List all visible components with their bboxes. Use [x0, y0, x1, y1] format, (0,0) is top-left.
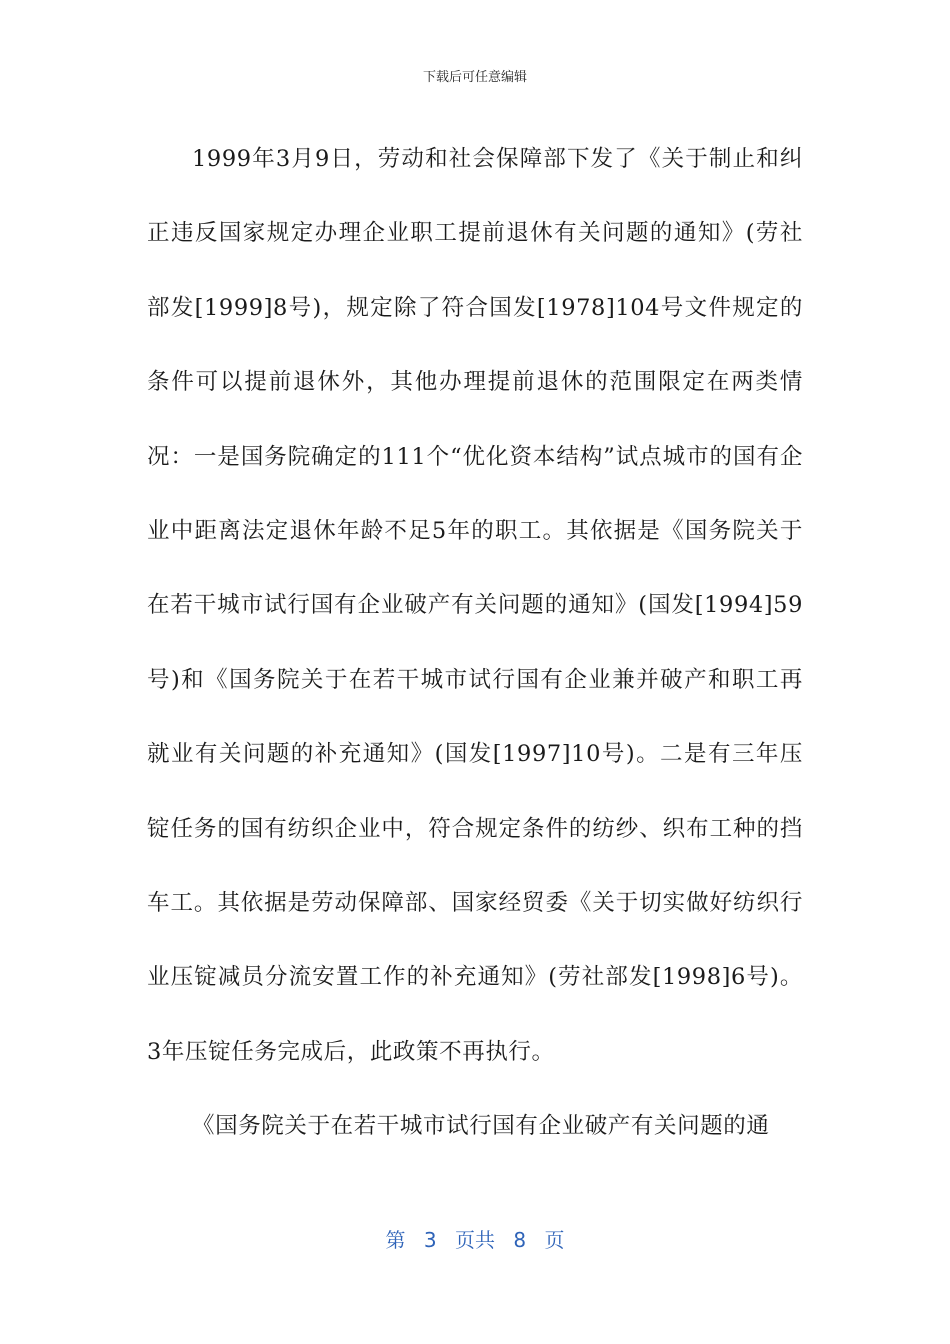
page-number-prefix: 第: [385, 1228, 406, 1252]
current-page-number: 3: [423, 1228, 437, 1252]
page-number-middle: 页共: [455, 1228, 495, 1252]
paragraph: 1999年3月9日，劳动和社会保障部下发了《关于制止和纠正违反国家规定办理企业职工提前退休有关问题的通知》(劳社部发[1999]8号)，规定除了符合国发[1978]104号文件规定的条件可以提前退休外，其他办理提前退休的范围限定在两类情况：一是国务院确定的111个“优化资本结构”试点城市的国有企业中距离法定退休年龄不足5年的职工。其依据是《国务院关于在若干城市试行国有企业破产有关问题的通知》(国发[1994]59号)和《国务院关于在若干城市试行国有企业兼并破产和职工再就业有关问题的补充通知》(国发[1997]10号)。二是有三年压锭任务的国有纺织企业中，符合规定条件的纺纱、织布工种的挡车工。其依据是劳动保障部、国家经贸委《关于切实做好纺织行业压锭减员分流安置工作的补充通知》(劳社部发[1998]6号)。3年压锭任务完成后，此政策不再执行。: [147, 146, 803, 1065]
page-number-suffix: 页: [544, 1228, 565, 1252]
page-footer: [0, 1224, 950, 1253]
document-body: [147, 122, 803, 1164]
total-pages-number: 8: [513, 1228, 527, 1252]
page-header: 下载后可任意编辑: [422, 70, 527, 85]
paragraph: 《国务院关于在若干城市试行国有企业破产有关问题的通: [192, 1113, 770, 1140]
